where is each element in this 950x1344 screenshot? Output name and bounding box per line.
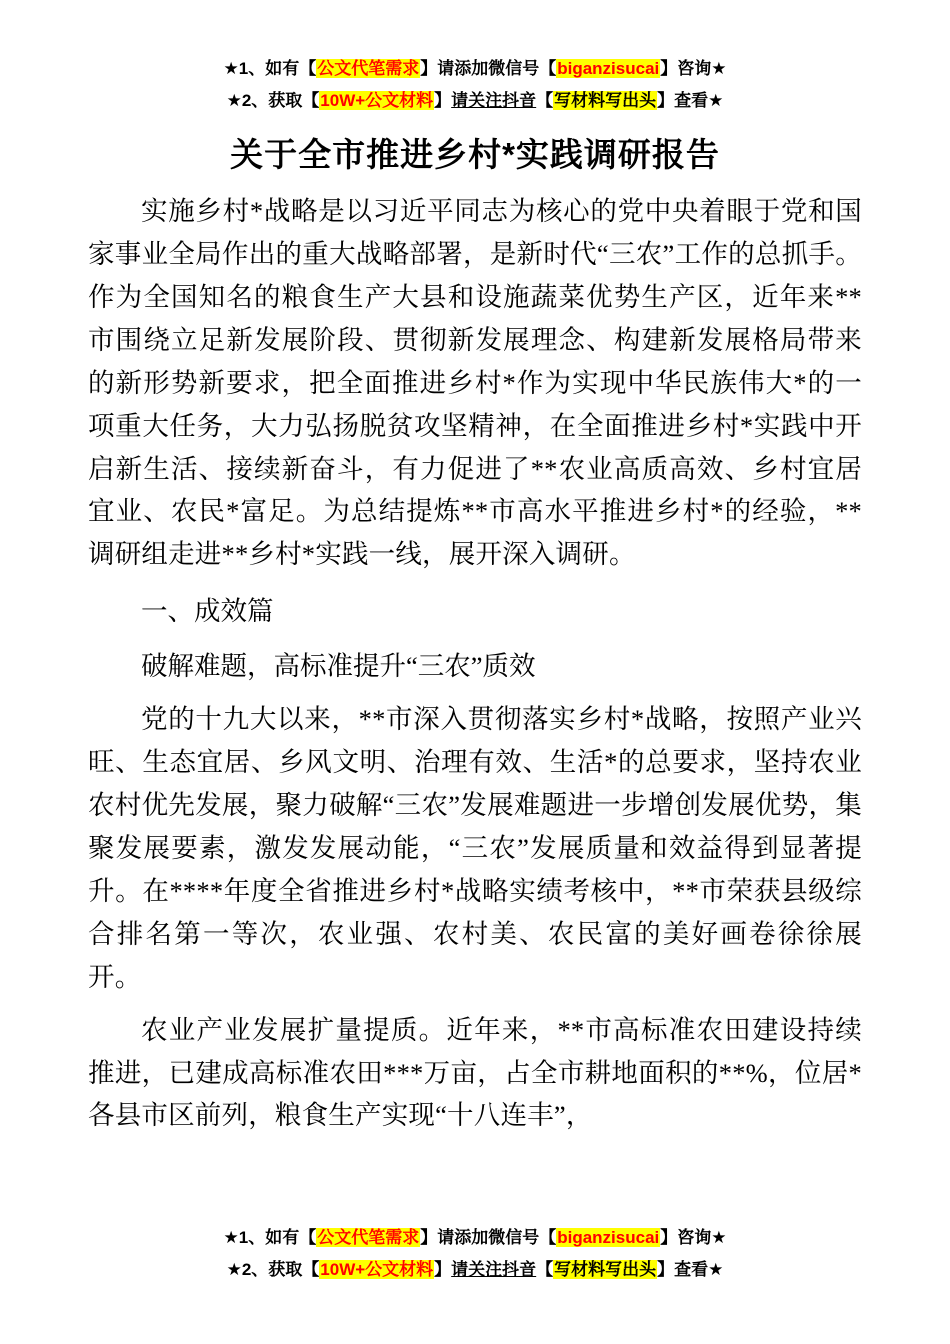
promo-highlight-3b: biganzisucai	[557, 1228, 660, 1247]
star-left-icon: ★	[223, 59, 239, 78]
promo-bracket-2d: 】	[657, 90, 675, 110]
promo-bracket-1c: 【	[539, 59, 557, 78]
promo-highlight-3a: 公文代笔需求	[317, 1228, 420, 1247]
section-heading: 一、成效篇	[141, 596, 274, 627]
promo-text-1c: 咨询	[677, 59, 712, 78]
promo-text-1b: 请添加微信号	[437, 59, 540, 78]
promo-bracket-4d: 】	[657, 1259, 675, 1279]
promo-text-4c: 查看	[674, 1259, 709, 1279]
promo-line-3	[0, 1225, 950, 1251]
promo-text-4b: 请关注抖音	[451, 1259, 537, 1279]
paragraph-body-1: 党的十九大以来，**市深入贯彻落实乡村*战略，按照产业兴旺、生态宜居、乡风文明、治理有效、生活*的总要求，坚持农业农村优先发展，聚力破解“三农”发展难题进一步增创发展优势，集聚发展要素，激发发展动能，“三农”发展质量和效益得到显著提升。在****年度全省推进乡村*战略实绩考核中，**市荣获县级综合排名第一等次，农业强、农村美、农民富的美好画卷徐徐展开。	[88, 704, 862, 992]
promo-line-2	[88, 88, 862, 114]
promo-bracket-4c: 【	[536, 1259, 554, 1279]
paragraph-body-2: 农业产业发展扩量提质。近年来，**市高标准农田建设持续推进，已建成高标准农田***万亩，占全市耕地面积的**%，位居*各县市区前列，粮食生产实现“十八连丰”，	[88, 1014, 862, 1131]
star-right-icon-3: ★	[711, 1228, 727, 1247]
promo-bracket-3b: 】	[420, 1228, 438, 1247]
promo-bracket-4b: 】	[434, 1259, 452, 1279]
page-title: 关于全市推进乡村*实践调研报告	[230, 136, 720, 173]
star-left-icon-3: ★	[223, 1228, 239, 1247]
promo-bracket-2a: 【	[302, 90, 320, 110]
promo-bracket-4a: 【	[302, 1259, 320, 1279]
promo-text-2a: 2、获取	[241, 90, 303, 110]
promo-text-1a: 1、如有	[238, 59, 300, 78]
promo-text-3b: 请添加微信号	[437, 1228, 540, 1247]
promo-bracket-3c: 【	[539, 1228, 557, 1247]
promo-highlight-1a: 公文代笔需求	[317, 59, 420, 78]
star-right-icon-2: ★	[708, 90, 724, 110]
promo-bracket-3d: 】	[660, 1228, 678, 1247]
promo-bracket-1b: 】	[420, 59, 438, 78]
promo-line-4	[0, 1257, 950, 1283]
promo-line-1	[88, 56, 862, 82]
promo-text-2c: 查看	[674, 90, 709, 110]
promo-text-4a: 2、获取	[241, 1259, 303, 1279]
paragraph-intro: 实施乡村*战略是以习近平同志为核心的党中央着眼于党和国家事业全局作出的重大战略部署，是新时代“三农”工作的总抓手。作为全国知名的粮食生产大县和设施蔬菜优势生产区，近年来**市围绕立足新发展阶段、贯彻新发展理念、构建新发展格局带来的新形势新要求，把全面推进乡村*作为实现中华民族伟大*的一项重大任务，大力弘扬脱贫攻坚精神，在全面推进乡村*实践中开启新生活、接续新奋斗，有力促进了**农业高质高效、乡村宜居宜业、农民*富足。为总结提炼**市高水平推进乡村*的经验，**调研组走进**乡村*实践一线，展开深入调研。	[88, 196, 862, 570]
promo-highlight-2a: 10W+公文材料	[320, 90, 434, 110]
promo-text-3c: 咨询	[677, 1228, 712, 1247]
promo-bracket-2b: 】	[434, 90, 452, 110]
promo-text-3a: 1、如有	[238, 1228, 300, 1247]
promo-highlight-1b: biganzisucai	[557, 59, 660, 78]
sub-heading: 破解难题，高标准提升“三农”质效	[141, 651, 536, 682]
star-left-icon-2: ★	[226, 90, 242, 110]
star-right-icon: ★	[711, 59, 727, 78]
promo-bracket-1d: 】	[660, 59, 678, 78]
promo-bracket-1a: 【	[299, 59, 317, 78]
promo-text-2b: 请关注抖音	[451, 90, 537, 110]
promo-highlight-4a: 10W+公文材料	[320, 1259, 434, 1279]
promo-bracket-2c: 【	[536, 90, 554, 110]
star-right-icon-4: ★	[708, 1259, 724, 1279]
promo-banner-bottom	[0, 1225, 950, 1282]
promo-highlight-4b: 写材料写出头	[554, 1259, 657, 1279]
star-left-icon-4: ★	[226, 1259, 242, 1279]
promo-highlight-2b: 写材料写出头	[554, 90, 657, 110]
promo-bracket-3a: 【	[299, 1228, 317, 1247]
promo-banner-top	[88, 0, 862, 113]
